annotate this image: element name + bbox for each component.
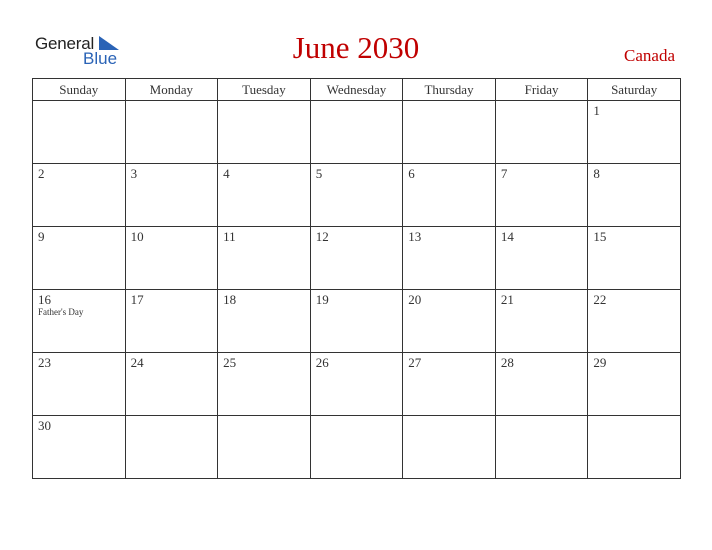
day-cell	[403, 290, 496, 353]
day-cell	[310, 290, 403, 353]
day-cell	[33, 416, 126, 479]
day-cell	[218, 164, 311, 227]
weekday-header: Monday	[125, 79, 218, 101]
calendar-grid	[32, 78, 681, 479]
weekday-header: Friday	[495, 79, 588, 101]
day-cell	[310, 416, 403, 479]
week-row	[33, 164, 681, 227]
day-number: 22	[593, 292, 607, 307]
logo-word-general: General	[35, 34, 95, 53]
day-number: 13	[408, 229, 422, 244]
day-cell	[588, 353, 681, 416]
day-cell	[495, 164, 588, 227]
logo-word-blue: Blue	[83, 49, 118, 68]
day-cell	[33, 353, 126, 416]
weekday-header-row	[33, 79, 681, 101]
holiday-label: Father's Day	[38, 307, 84, 317]
day-cell	[218, 227, 311, 290]
day-cell	[125, 101, 218, 164]
country-label: Canada	[624, 46, 675, 65]
day-number: 16	[38, 292, 51, 307]
day-number: 18	[223, 292, 237, 307]
day-cell	[125, 227, 218, 290]
day-cell	[218, 353, 311, 416]
page-title: June 2030	[292, 30, 420, 65]
day-cell	[125, 290, 218, 353]
weekday-header: Thursday	[403, 79, 496, 101]
day-number: 10	[130, 229, 144, 244]
day-cell	[403, 416, 496, 479]
day-number: 15	[593, 229, 607, 244]
week-row	[33, 353, 681, 416]
day-number: 7	[500, 166, 508, 181]
day-cell	[588, 290, 681, 353]
week-row	[33, 101, 681, 164]
day-number: 9	[38, 229, 45, 244]
day-number: 25	[223, 355, 237, 370]
day-cell	[33, 164, 126, 227]
day-cell	[495, 290, 588, 353]
weekday-header: Saturday	[588, 79, 681, 101]
day-number: 14	[500, 229, 514, 244]
day-cell	[33, 227, 126, 290]
day-number: 21	[500, 292, 514, 307]
day-cell	[495, 353, 588, 416]
day-cell	[310, 353, 403, 416]
day-cell	[310, 164, 403, 227]
day-number: 28	[500, 355, 514, 370]
day-cell	[403, 101, 496, 164]
day-number: 29	[593, 355, 607, 370]
day-cell	[125, 353, 218, 416]
day-cell	[310, 227, 403, 290]
day-number: 26	[315, 355, 329, 370]
day-number: 20	[408, 292, 422, 307]
week-row	[33, 416, 681, 479]
day-cell	[588, 164, 681, 227]
day-cell	[218, 416, 311, 479]
day-cell	[495, 416, 588, 479]
day-number: 19	[315, 292, 329, 307]
day-number: 5	[315, 166, 323, 181]
day-number: 27	[408, 355, 422, 370]
day-number: 24	[130, 355, 144, 370]
day-number: 23	[38, 355, 51, 370]
day-cell	[125, 416, 218, 479]
day-cell	[403, 164, 496, 227]
day-cell	[218, 290, 311, 353]
calendar-body	[33, 101, 681, 479]
weekday-header: Wednesday	[310, 79, 403, 101]
weekday-header: Sunday	[33, 79, 126, 101]
day-number: 2	[38, 166, 45, 181]
day-cell	[33, 101, 126, 164]
day-cell	[495, 227, 588, 290]
day-number: 12	[315, 229, 329, 244]
day-cell	[403, 353, 496, 416]
day-number: 8	[593, 166, 600, 181]
day-cell	[588, 101, 681, 164]
day-cell	[310, 101, 403, 164]
day-cell	[218, 101, 311, 164]
day-number: 4	[223, 166, 230, 181]
day-cell	[588, 416, 681, 479]
weekday-header: Tuesday	[218, 79, 311, 101]
day-cell	[588, 227, 681, 290]
day-number: 6	[408, 166, 415, 181]
day-number: 1	[593, 103, 600, 118]
day-cell	[125, 164, 218, 227]
day-number: 30	[38, 418, 51, 433]
day-cell	[403, 227, 496, 290]
day-number: 17	[130, 292, 144, 307]
week-row	[33, 227, 681, 290]
day-number: 11	[223, 229, 236, 244]
day-cell	[33, 290, 126, 353]
day-number: 3	[130, 166, 138, 181]
day-cell	[495, 101, 588, 164]
week-row	[33, 290, 681, 353]
